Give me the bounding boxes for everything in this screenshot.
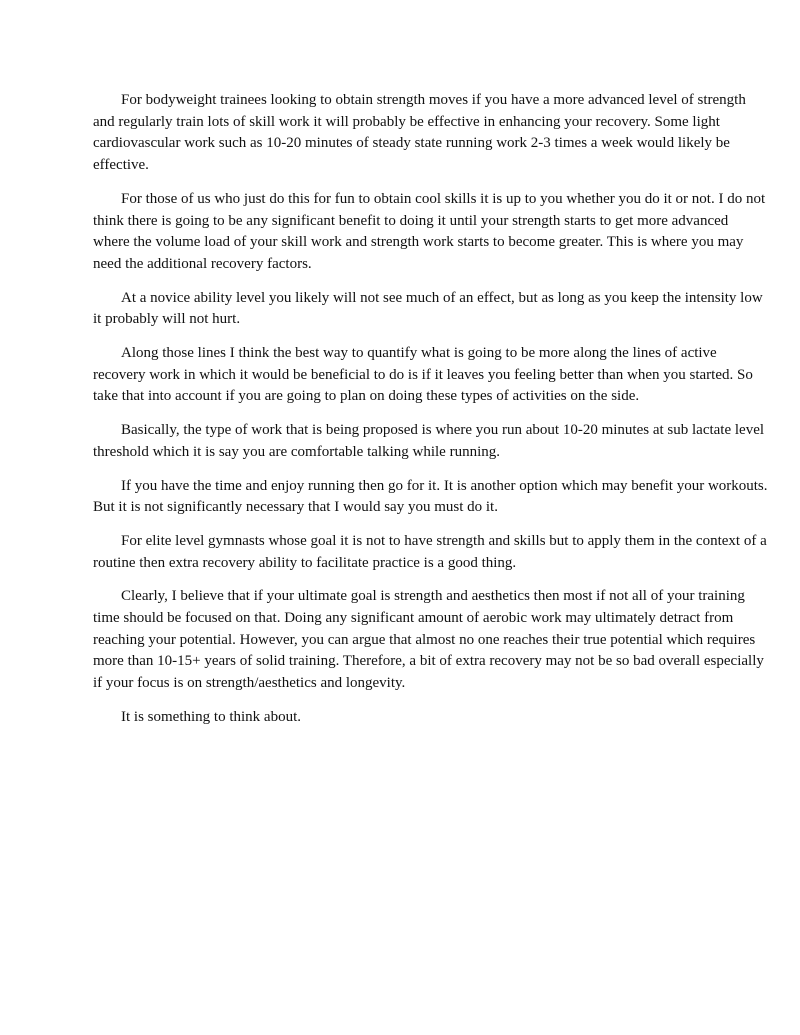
paragraph-elite-gymnasts: For elite level gymnasts whose goal it is not to have strength and skills but to apply them in the context of a routine then extra recovery ability to facilitate practice is a good thing. (93, 532, 767, 571)
paragraph-recovery-advanced-trainees: For bodyweight trainees looking to obtain strength moves if you have a more advanced level of strength and regularly train lots of skill work it will probably be effective in enhancing your recovery. Some light cardiovascular work such as 10-20 minutes of steady state running work 2-3 times a week would likely be effective. (93, 92, 746, 174)
paragraph-lactate-threshold: Basically, the type of work that is being proposed is where you run about 10-20 minutes at sub lactate level threshold which it is say you are comfortable talking while running. (93, 422, 765, 460)
paragraph-fun-skills: For those of us who just do this for fun to obtain cool skills it is up to you whether you do it or not. I do not think there is going to be any significant benefit to doing it until your strength starts to get more advanced where the volume load of your skill work and strength work starts to become greater. This is where you may need the additional recovery factors. (93, 190, 766, 272)
paragraph-ultimate-goal: Clearly, I believe that if your ultimate goal is strength and aesthetics then most if not all of your training time should be focused on that. Doing any significant amount of aerobic work may ultimately detract from reaching your potential. However, you can argue that almost no one reaches their true potential which requires more than 10-15+ years of solid training. Therefore, a bit of extra recovery may not be so bad overall especially if your focus is on strength/aesthetics and longevity. (93, 588, 764, 692)
paragraph-closing-thought: It is something to think about. (121, 708, 301, 725)
paragraph-novice-level: At a novice ability level you likely will not see much of an effect, but as long as you keep the intensity low it probably will not hurt. (93, 289, 763, 328)
paragraph-enjoy-running: If you have the time and enjoy running then go for it. It is another option which may benefit your workouts. But it is not significantly necessary that I would say you must do it. (93, 477, 768, 516)
paragraph-active-recovery: Along those lines I think the best way to quantify what is going to be more along the lines of active recovery work in which it would be beneficial to do is if it leaves you feeling better than when you started. So take that into account if you are going to plan on doing these types of activities on the side. (93, 345, 753, 405)
